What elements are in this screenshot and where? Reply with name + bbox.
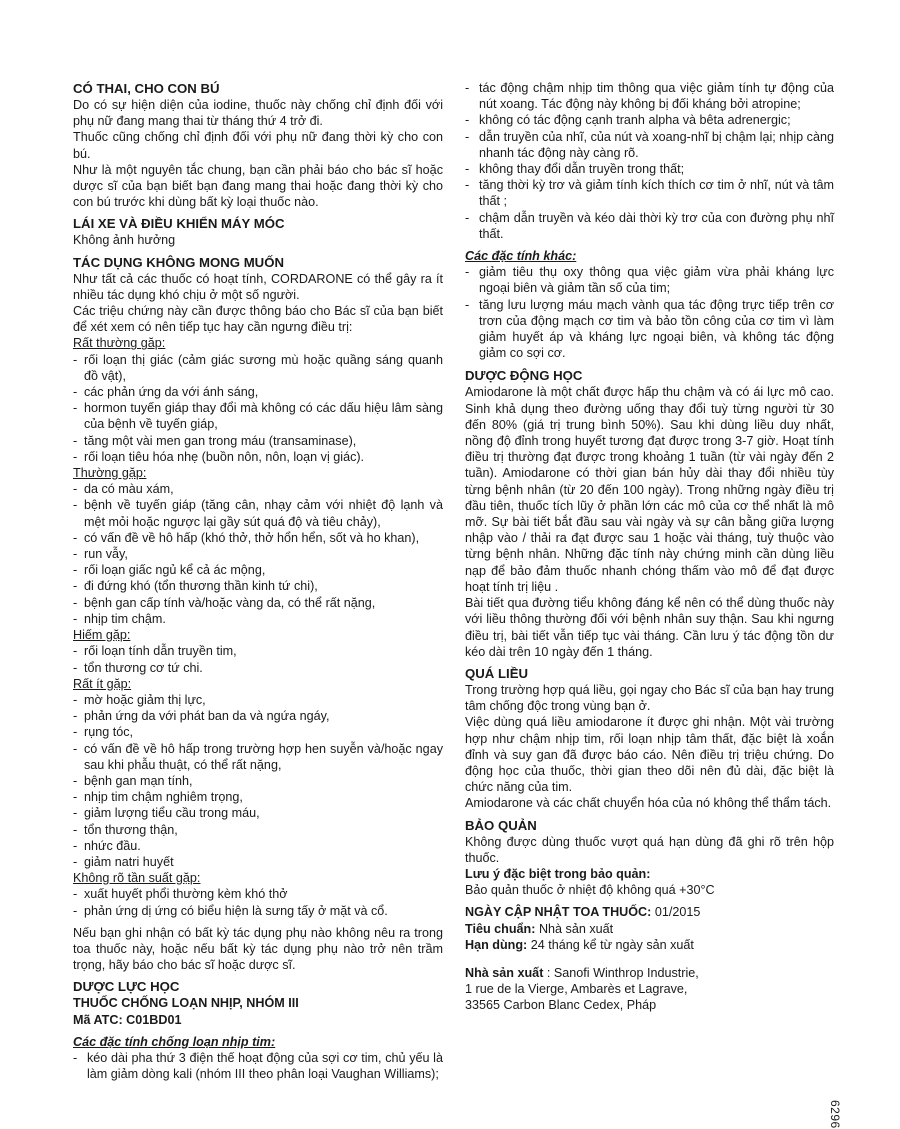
list-item: - đi đứng khó (tổn thương thần kinh tứ chi), [73,578,443,594]
standard-line [465,921,834,937]
pharmacokinetics-heading: DƯỢC ĐỘNG HỌC [465,368,583,384]
unknown-frequency-list [73,886,443,918]
list-item: - mờ hoặc giảm thị lực, [73,692,443,708]
list-item: - không thay đổi dẫn truyền trong thất; [465,161,834,177]
overdose-para-3: Amiodarone và các chất chuyển hóa của nó không thể thẩm tách. [465,796,832,811]
expiry-label: Hạn dùng: [465,937,528,952]
storage-para: Không được dùng thuốc vượt quá hạn dùng đã ghi rõ trên hộp thuốc. [465,834,834,865]
list-item: - da có màu xám, [73,481,443,497]
update-label: NGÀY CẬP NHẬT TOA THUỐC: [465,905,652,920]
list-item: - rụng tóc, [73,724,443,740]
expiry-line [465,937,834,953]
side-effects-para-2: Các triệu chứng này cần được thông báo cho Bác sĩ của bạn biết để xét xem có nên tiếp tục hay cần ngưng điều trị: [73,304,443,335]
unknown-frequency-label: Không rõ tần suất gặp: [73,871,201,886]
pregnancy-para-2: Thuốc cũng chống chỉ định đối với phụ nữ đang thời kỳ cho con bú. [73,130,443,161]
pharmacodynamics-heading: DƯỢC LỰC HỌC [73,979,180,995]
print-code: 6296 [828,1100,842,1129]
list-item: - các phản ứng da với ánh sáng, [73,384,443,400]
list-item: - tổn thương cơ tứ chi. [73,660,443,676]
driving-heading: LÁI XE VÀ ĐIỀU KHIỂN MÁY MÓC [73,216,285,232]
pregnancy-heading: CÓ THAI, CHO CON BÚ [73,81,220,96]
list-item: - rối loạn thị giác (cảm giác sương mù hoặc quầng sáng quanh đồ vật), [73,352,443,384]
list-item: - giảm lượng tiểu cầu trong máu, [73,805,443,821]
list-item: - xuất huyết phổi thường kèm khó thở [73,886,443,902]
list-item: - nhức đầu. [73,838,443,854]
list-item: - tổn thương thận, [73,822,443,838]
list-item: - có vấn đề về hô hấp (khó thở, thở hổn hển, sốt và ho khan), [73,530,443,546]
overdose-para-2: Việc dùng quá liều amiodarone ít được ghi nhận. Một vài trường hợp như chậm nhịp tim, rối loạn nhịp tâm thất, đặc biệt là xoắn đỉnh và suy gan đã được báo cáo. Nên điều trị triệu chứng. Do động học của thuốc, thời gian theo dõi nên đủ dài, đặc biệt là chức năng của tim. [465,715,834,795]
list-item: - kéo dài pha thứ 3 điện thế hoạt động của sợi cơ tim, chủ yếu là làm giảm dòng kali (nhóm III theo phân loại Vaughan Williams); [73,1050,443,1082]
list-item: - run vẫy, [73,546,443,562]
atc-code: Mã ATC: C01BD01 [73,1012,182,1027]
antiarrhythmic-label: Các đặc tính chống loạn nhịp tim: [73,1034,276,1049]
very-rare-label: Rất ít gặp: [73,676,132,691]
antiarrhythmic-list-continued [465,80,834,242]
rare-label: Hiếm gặp: [73,628,131,643]
list-item: - giảm tiêu thụ oxy thông qua việc giảm vừa phải kháng lực ngoại biên và giảm tần số của tim; [465,264,834,296]
list-item: - tăng lưu lượng máu mạch vành qua tác động trực tiếp trên cơ trơn của động mạch cơ tim và bảo tồn công của cơ tim vì làm giảm huyết áp và kháng lực ngoại biên, và không tác động giảm co sợi cơ. [465,297,834,362]
standard-label: Tiêu chuẩn: [465,921,536,936]
pharmacokinetics-para-1: Amiodarone là một chất được hấp thu chậm và có ái lực mô cao. Sinh khả dụng theo đường uống thay đổi tuỳ từng người từ 30 đến 80% (giá trị trung bình 50%). Sau khi dùng liều duy nhất, nồng độ đỉnh trong huyết tương đạt được trong 3-7 giờ. Hoạt tính điều trị thường đạt được trong khoảng 1 tuần (từ vài ngày đến 2 tuần). Amiodarone có thời gian bán hủy dài thay đổi nhiều tùy từng bệnh nhân (từ 20 đến 100 ngày). Trong những ngày điều trị đầu tiên, thuốc tích lũy ở phần lớn các mô của cơ thể nhất là mô mỡ. Sự bài tiết bắt đầu sau vài ngày và sự cân bằng giữa lượng nhập vào / thải ra đạt được sau 1 hoặc vài tháng, tuỳ thuộc vào từng bệnh nhân. Những đặc tính này chứng minh cần dùng liều nạp để bảo đảm thuốc nhanh chóng thấm vào mô để đạt được hoạt tính trị liệu . [465,385,834,594]
list-item: - nhịp tim chậm. [73,611,443,627]
driving-para: Không ảnh hưởng [73,233,176,248]
list-item: - rối loạn giấc ngủ kể cả ác mộng, [73,562,443,578]
list-item: - không có tác động cạnh tranh alpha và bêta adrenergic; [465,112,834,128]
list-item: - rối loạn tiêu hóa nhẹ (buồn nôn, nôn, loạn vị giác). [73,449,443,465]
manufacturer-line-3: 33565 Carbon Blanc Cedex, Pháp [465,998,657,1013]
antiarrhythmic-list [73,1050,443,1082]
pregnancy-para-1: Do có sự hiện diện của iodine, thuốc này chống chỉ định đối với phụ nữ đang mang thai từ tháng thứ 4 trở đi. [73,98,443,129]
other-properties-label: Các đặc tính khác: [465,249,577,264]
very-common-label: Rất thường gặp: [73,336,166,351]
manufacturer-label: Nhà sản xuất [465,965,544,980]
expiry-value: 24 tháng kể từ ngày sản xuất [527,937,694,952]
list-item: - bệnh về tuyến giáp (tăng cân, nhạy cảm với nhiệt độ lạnh và mệt mỏi hoặc ngược lại gầy sút quá độ và tiêu chảy), [73,497,443,529]
list-item: - bệnh gan cấp tính và/hoặc vàng da, có thể rất nặng, [73,595,443,611]
common-label: Thường gặp: [73,466,147,481]
update-line [465,904,834,920]
list-item: - chậm dẫn truyền và kéo dài thời kỳ trơ của con đường phụ nhĩ thất. [465,210,834,242]
list-item: - tăng thời kỳ trơ và giảm tính kích thích cơ tim ở nhĩ, nút và tâm thất ; [465,177,834,209]
storage-special-label: Lưu ý đặc biệt trong bảo quản: [465,866,651,881]
list-item: - tăng một vài men gan trong máu (transaminase), [73,433,443,449]
rare-list [73,643,443,675]
very-rare-list [73,692,443,870]
update-value: 01/2015 [651,905,701,920]
drug-class: THUỐC CHỐNG LOẠN NHỊP, NHÓM III [73,996,299,1011]
list-item: - nhịp tim chậm nghiêm trọng, [73,789,443,805]
side-effects-para-3: Nếu bạn ghi nhận có bất kỳ tác dụng phụ nào không nêu ra trong toa thuốc này, hoặc nếu bất kỳ tác dụng phụ nào trở nên trầm trọng, hãy báo cho bác sĩ hoặc dược sĩ. [73,925,443,973]
manufacturer-line-1 [465,965,834,981]
list-item: - dẫn truyền của nhĩ, của nút và xoang-nhĩ bị chậm lại; nhịp càng nhanh tác động này càng rõ. [465,129,834,161]
right-column [465,80,834,1014]
storage-heading: BẢO QUẢN [465,817,537,833]
list-item: - tác động chậm nhịp tim thông qua việc giảm tính tự động của nút xoang. Tác động này không bị đối kháng bởi atropine; [465,80,834,112]
list-item: - bệnh gan mạn tính, [73,773,443,789]
manufacturer-block [465,965,834,1014]
side-effects-para-1: Như tất cả các thuốc có hoạt tính, CORDARONE có thể gây ra ít nhiều tác dụng khó chịu ở một số người. [73,271,443,302]
manufacturer-line-2: 1 rue de la Vierge, Ambarès et Lagrave, [465,982,688,997]
side-effects-heading: TÁC DỤNG KHÔNG MONG MUỐN [73,254,284,270]
list-item: - phản ứng dị ứng có biểu hiện là sưng tấy ở mặt và cổ. [73,903,443,919]
pregnancy-para-3: Như là một nguyên tắc chung, bạn cần phải báo cho bác sĩ hoặc dược sĩ của bạn biết bạn đang mang thai hoặc đang thời kỳ cho con bú trước khi dùng bất kỳ loại thuốc nào. [73,162,443,210]
list-item: - giảm natri huyết [73,854,443,870]
overdose-para-1: Trong trường hợp quá liều, gọi ngay cho Bác sĩ của bạn hay trung tâm chống độc trong vùng bạn ở. [465,682,834,714]
pharmacokinetics-para-2: Bài tiết qua đường tiểu không đáng kể nên có thể dùng thuốc này với liều thông thường đối với bệnh nhân suy thận. Sau khi ngưng điều trị, bài tiết vẫn tiếp tục vài tháng. Cần lưu ý tác động tồn dư kéo dài trên 10 ngày đến 1 tháng. [465,596,834,659]
very-common-list [73,352,443,465]
left-column [73,80,443,1082]
standard-value: Nhà sản xuất [535,921,614,936]
common-list [73,481,443,627]
manufacturer-name: : Sanofi Winthrop Industrie, [543,965,699,980]
overdose-heading: QUÁ LIỀU [465,665,529,681]
other-properties-list [465,264,834,361]
list-item: - phản ứng da với phát ban da và ngứa ngáy, [73,708,443,724]
storage-special-text: Bảo quản thuốc ở nhiệt độ không quá +30°C [465,883,715,898]
list-item: - hormon tuyến giáp thay đổi mà không có các dấu hiệu lâm sàng của bệnh về tuyến giáp, [73,400,443,432]
list-item: - rối loạn tính dẫn truyền tim, [73,643,443,659]
list-item: - có vấn đề về hô hấp trong trường hợp hen suyễn và/hoặc ngay sau khi phẫu thuật, có thể rất nặng, [73,741,443,773]
